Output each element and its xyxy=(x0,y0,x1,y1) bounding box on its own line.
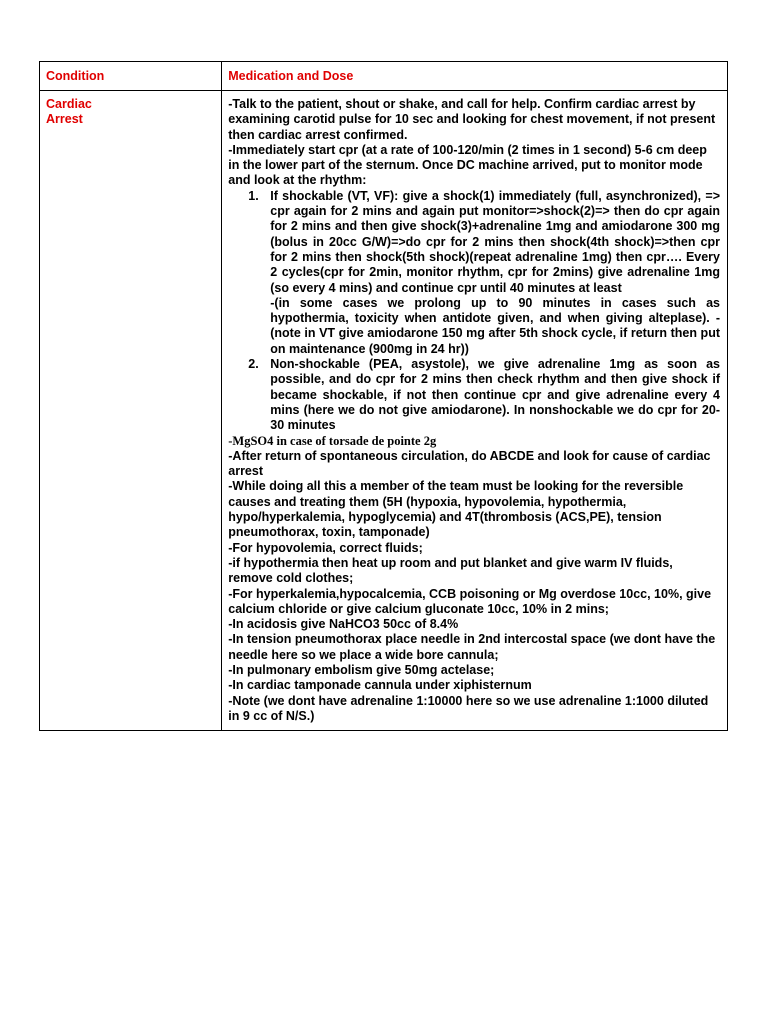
start-cpr-paragraph: -Immediately start cpr (at a rate of 100-120/min (2 times in 1 second) 5-6 cm deep in the lower part of the sternum. Once DC machine arrived, put to monitor mode and look at the rhythm: xyxy=(228,142,707,188)
table-header-row xyxy=(40,62,728,91)
header-condition: Condition xyxy=(46,69,105,83)
medication-cell xyxy=(222,91,728,731)
note-reversible-causes: -While doing all this a member of the team must be looking for the reversible causes and treating them (5H (hypoxia, hypovolemia, hypothermia, hypo/hyperkalemia, hypoglycemia) and 4T(thrombosis (ACS,PE), tension pneumothorax, toxin, tamponade) xyxy=(228,479,684,540)
note-pulmonary-embolism: -In pulmonary embolism give 50mg actelase; xyxy=(228,662,495,677)
step-non-shockable xyxy=(228,357,720,433)
mgso4-note: -MgSO4 in case of torsade de pointe 2g xyxy=(228,433,437,448)
header-cell-medication xyxy=(222,62,728,91)
step-number: 2. xyxy=(248,357,259,372)
note-hypovolemia: -For hypovolemia, correct fluids; xyxy=(228,540,423,555)
step-text: If shockable (VT, VF): give a shock(1) immediately (full, asynchronized), => cpr again for 2 mins and again put monitor=>shock(2)=> then do cpr again for 2 mins and then give shock(3)+adrenaline 1mg and amiodarone 300 mg (bolus in 20cc G/W)=>do cpr for 2 mins then shock(4th shock)=>then cpr for 2 mins then shock(5th shock)(repeat adrenaline 1mg) then cpr…. Every 2 cycles(cpr for 2min, monitor rhythm, cpr for 2mins) give adrenaline 1mg (so every 4 mins) and continue cpr until 40 minutes at least xyxy=(270,188,720,295)
step-extra-note: -(in some cases we prolong up to 90 minutes in cases such as hypothermia, toxicity when antidote given, and when giving alteplase). -(note in VT give amiodarone 150 mg after 5th shock cycle, if return then put on maintenance (900mg in 24 hr)) xyxy=(270,295,720,356)
note-hypothermia: -if hypothermia then heat up room and put blanket and give warm IV fluids, remove cold clothes; xyxy=(228,555,673,586)
condition-cell xyxy=(40,91,222,731)
table-row xyxy=(40,91,728,731)
note-rosc: -After return of spontaneous circulation, do ABCDE and look for cause of cardiac arrest xyxy=(228,448,711,479)
step-number: 1. xyxy=(248,188,259,203)
note-tension-pneumothorax: -In tension pneumothorax place needle in 2nd intercostal space (we dont have the needle here so we place a wide bore cannula; xyxy=(228,632,716,662)
note-acidosis: -In acidosis give NaHCO3 50cc of 8.4% xyxy=(228,617,459,632)
header-cell-condition xyxy=(40,62,222,91)
rhythm-steps-list xyxy=(228,189,720,434)
note-adrenaline-dilution: -Note (we dont have adrenaline 1:10000 here so we use adrenaline 1:1000 diluted in 9 cc of N/S.) xyxy=(228,693,709,723)
note-hyperkalemia: -For hyperkalemia,hypocalcemia, CCB poisoning or Mg overdose 10cc, 10%, give calcium chloride or give calcium gluconate 10cc, 10% in 2 mins; xyxy=(228,586,712,616)
note-cardiac-tamponade: -In cardiac tamponade cannula under xiphisternum xyxy=(228,678,532,693)
header-medication: Medication and Dose xyxy=(228,69,354,83)
protocol-table xyxy=(39,61,728,731)
condition-label: Cardiac Arrest xyxy=(46,97,92,127)
step-text: Non-shockable (PEA, asystole), we give adrenaline 1mg as soon as possible, and do cpr for 2 mins then check rhythm and then give shock if became shockable, if not then continue cpr and give adrenaline every 4 mins (here we do not give amiodarone). In nonshockable we do cpr for 20-30 minutes xyxy=(270,357,720,433)
step-shockable xyxy=(228,189,720,357)
intro-paragraph: -Talk to the patient, shout or shake, and call for help. Confirm cardiac arrest by examining carotid pulse for 10 sec and looking for chest movement, if not present then cardiac arrest confirmed. xyxy=(228,97,716,142)
